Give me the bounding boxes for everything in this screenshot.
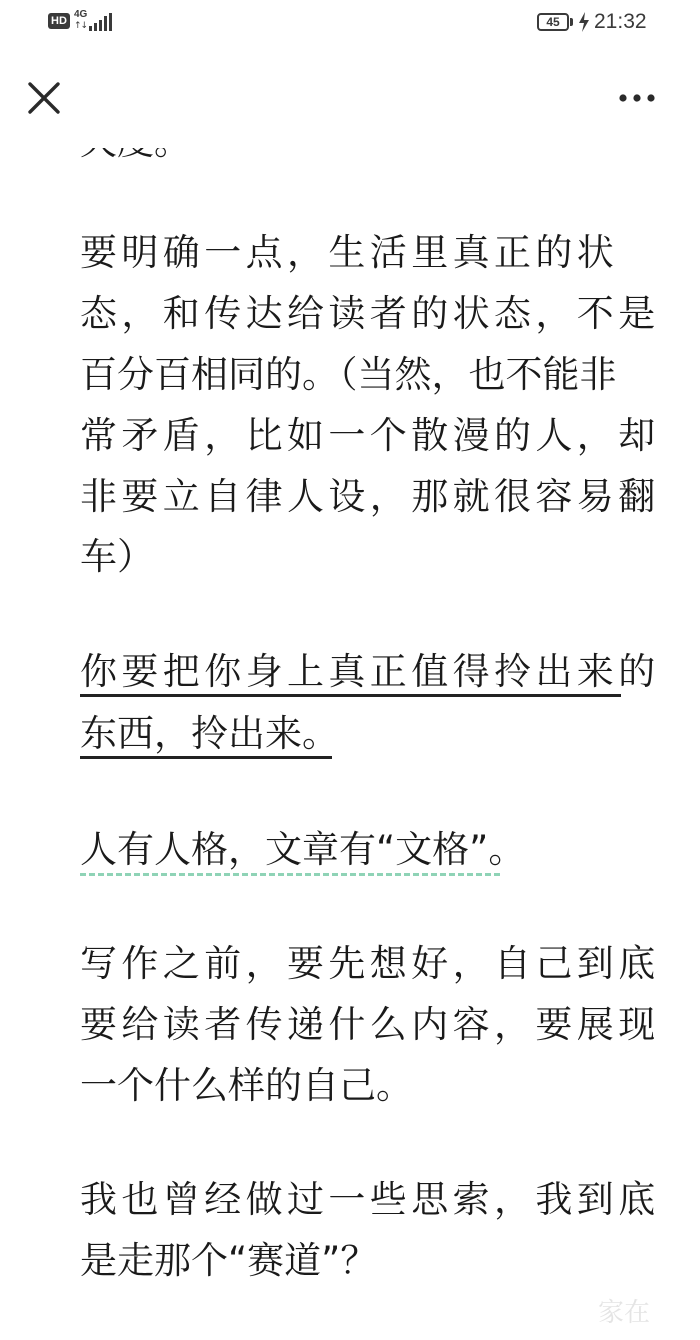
paragraph-line: 要给读者传递什么内容，要展现 (80, 1003, 660, 1046)
top-nav-bar (0, 48, 700, 148)
highlight-line: 东西，拎出来。 (80, 712, 339, 755)
quote-line: 人有人格，文章有“文格”。 (80, 828, 526, 871)
paragraph-line: 车） (80, 535, 154, 578)
solid-underline (80, 756, 332, 759)
hd-voice-icon: HD (48, 13, 70, 29)
paragraph-line: 写作之前，要先想好，自己到底 (80, 942, 660, 985)
paragraph-line: 百分百相同的。（当然，也不能非 (80, 353, 617, 396)
paragraph-line: 常矛盾，比如一个散漫的人，却 (80, 414, 660, 457)
more-options-icon[interactable] (612, 84, 662, 112)
watermark: 家在 (598, 1298, 651, 1328)
data-activity-icon: ↑↓ (74, 21, 88, 31)
paragraph-line: 态，和传达给读者的状态，不是 (80, 292, 660, 335)
paragraph-line: 非要立自律人设，那就很容易翻 (80, 475, 660, 518)
paragraph-line: 我也曾经做过一些思索，我到底 (80, 1178, 660, 1221)
network-type-label: 4G (74, 9, 88, 20)
paragraph-line: 要明确一点，生活里真正的状 (80, 231, 619, 274)
battery-icon: 45 (537, 13, 569, 31)
highlight-line: 你要把你身上真正值得拎出来的 (80, 650, 660, 693)
solid-underline (80, 694, 621, 697)
paragraph-line: 一个什么样的自己。 (80, 1064, 413, 1107)
status-clock: 21:32 (594, 10, 647, 33)
dashed-underline (80, 873, 500, 876)
close-icon[interactable] (22, 76, 66, 120)
paragraph-line: 是走那个“赛道”？ (80, 1239, 378, 1282)
